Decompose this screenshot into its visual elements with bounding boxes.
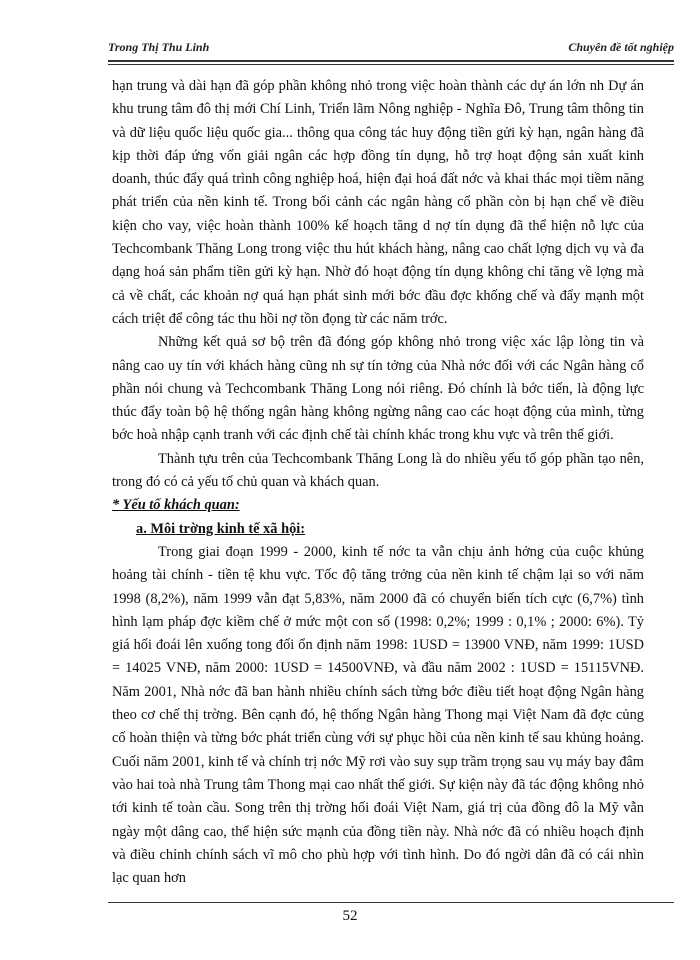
- header-rule-thick: [108, 60, 674, 62]
- page-body: [112, 75, 644, 895]
- page-header: [108, 38, 674, 60]
- header-rule-thin: [108, 64, 674, 65]
- factor-heading: * Yếu tố khách quan:: [112, 497, 240, 514]
- footer-rule: [108, 902, 674, 903]
- header-title: Chuyên đề tốt nghiệp: [568, 40, 674, 54]
- page-number: 52: [342, 908, 358, 924]
- paragraph-2: Những kết quả sơ bộ trên đã đóng góp không nhỏ trong việc xác lập lòng tin và nâng cao uy tín với khách hàng cũng nh sự tín tởng của Nhà nớc đối với các Ngân hàng cổ phần nói chung và Techcombank Thăng Long nói riêng. Đó chính là bớc tiến, là động lực thúc đẩy toàn bộ hệ thống ngân hàng không ngừng nâng cao các hoạt động của mình, từng bớc hoà nhập cạnh tranh với các định chế tài chính khác trong khu vực và trên thế giới.: [112, 334, 644, 444]
- paragraph-3: Thành tựu trên của Techcombank Thăng Long là do nhiều yếu tố góp phần tạo nên, trong đó có cả yếu tố chủ quan và khách quan.: [112, 450, 644, 491]
- header-author: Trong Thị Thu Linh: [108, 40, 210, 54]
- paragraph-4: Trong giai đoạn 1999 - 2000, kinh tế nớc ta vẫn chịu ảnh hởng của cuộc khủng hoảng tài chính - tiền tệ khu vực. Tốc độ tăng trởng của nền kinh tế chậm lại so với năm 1998 (8,2%), năm 1999 vẫn đạt 5,83%, năm 2000 đã có chuyển biến tích cực (6,7%) tình hình lạm pháp đợc kiềm chế ở mức một con số (1998: 0,2%; 1999 : 0,1% ; 2000: 6%). Tỷ giá hối đoái lên xuống tong đối ổn định năm 1998: 1USD = 13900 VNĐ, năm 1999: 1USD = 14025 VNĐ, năm 2000: 1USD = 14500VNĐ, và đầu năm 2002 : 1USD = 15115VNĐ. Năm 2001, Nhà nớc đã ban hành nhiều chính sách từng bớc điều tiết hoạt động Ngân hàng theo cơ chế thị trờng. Bên cạnh đó, hệ thống Ngân hàng Thong mại Việt Nam đã đợc củng cố hoàn thiện và từng bớc phát triển cùng với sự phục hồi của nền kinh tế sau khủng hoảng. Cuối năm 2001, kinh tế và chính trị nớc Mỹ rơi vào suy sụp trầm trọng sau vụ máy bay đâm vào hai toà nhà Trung tâm Thong mại cao nhất thế giới. Sự kiện này đã tác động không nhỏ tới kinh tế toàn cầu. Song trên thị trờng hối đoái Việt Nam, giá trị của đồng đô la Mỹ vẫn ngày một dâng cao, thể hiện sức mạnh của đồng tiền này. Nhà nớc đã có nhiều hoạch định và điều chỉnh chính sách vĩ mô cho phù hợp với tình hình. Do đó ngời dân đã có cái nhìn lạc quan hơn: [112, 543, 644, 887]
- paragraph-1: hạn trung và dài hạn đã góp phần không nhỏ trong việc hoàn thành các dự án lớn nh Dự án khu trung tâm đô thị mới Chí Linh, Triển lãm Nông nghiệp - Nghĩa Đô, Trung tâm thông tin và dữ liệu quốc liệu quốc gia... thông qua công tác huy động tiền gửi kỳ hạn, ngân hàng đã kịp thời đáp ứng vốn giải ngân các hợp đồng tín dụng, hỗ trợ hoạt động sản xuất kinh doanh, thúc đẩy quá trình công nghiệp hoá, hiện đại hoá đất nớc và khai thác mọi tiềm năng phát triển của nền kinh tế. Trong bối cảnh các ngân hàng cổ phần còn bị hạn chế về điều kiện cho vay, việc hoàn thành 100% kế hoạch tăng d nợ tín dụng đã thể hiện nỗ lực của Techcombank Thăng Long trong việc thu hút khách hàng, nâng cao chất lợng dịch vụ và đa dạng hoá sản phẩm tiền gửi kỳ hạn. Nhờ đó hoạt động tín dụng không chỉ tăng về lợng mà cả về chất, các khoản nợ quá hạn phát sinh mới bớc đầu đợc khống chế và đẩy mạnh một cách triệt để công tác thu hồi nợ tồn đọng từ các năm trớc.: [112, 78, 644, 327]
- section-heading: a. Môi trờng kinh tế xã hội:: [136, 520, 306, 537]
